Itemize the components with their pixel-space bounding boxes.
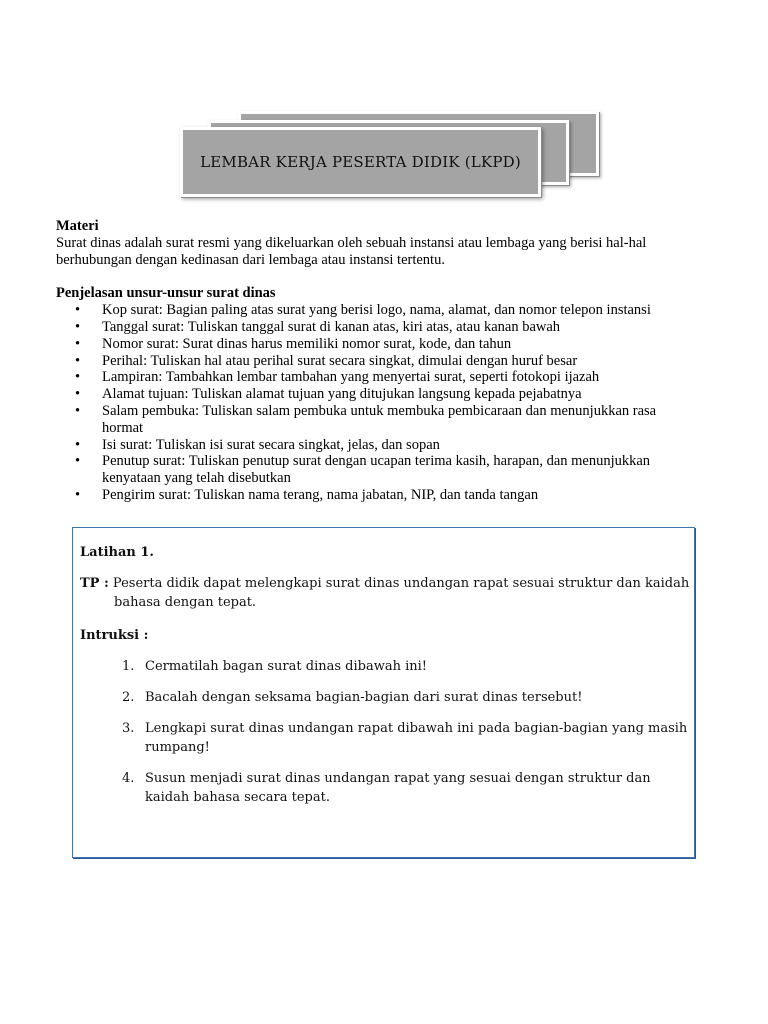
unsur-heading: Penjelasan unsur-unsur surat dinas: [56, 285, 276, 302]
unsur-item-perihal: • Perihal: Tuliskan hal atau perihal surat secara singkat, dimulai dengan huruf besar: [56, 353, 706, 370]
unsur-item-penutup-surat: • Penutup surat: Tuliskan penutup surat dengan ucapan terima kasih, harapan, dan menunjukkan kenyataan yang telah disebutkan: [56, 453, 706, 487]
tp-label: TP :: [80, 576, 109, 591]
instruction-step: 2. Bacalah dengan seksama bagian-bagian dari surat dinas tersebut!: [122, 690, 583, 705]
unsur-item-isi-surat: • Isi surat: Tuliskan isi surat secara singkat, jelas, dan sopan: [56, 437, 706, 454]
latihan-title: Latihan 1.: [80, 545, 154, 560]
tp-text-line-1: Peserta didik dapat melengkapi surat dinas undangan rapat sesuai struktur dan kaidah: [108, 576, 690, 591]
latihan-box: [72, 527, 695, 858]
unsur-item-tanggal-surat: • Tanggal surat: Tuliskan tanggal surat di kanan atas, kiri atas, atau kanan bawah: [56, 319, 706, 336]
instruction-step: 4. Susun menjadi surat dinas undangan rapat yang sesuai dengan struktur dan kaidah bahasa secara tepat.: [122, 771, 651, 805]
unsur-item-kop-surat: • Kop surat: Bagian paling atas surat yang berisi logo, nama, alamat, dan nomor telepon instansi: [56, 302, 706, 319]
section-spacer: [56, 268, 706, 285]
document-body: [56, 218, 706, 504]
instruction-label: Intruksi :: [80, 628, 149, 643]
unsur-list: [56, 302, 706, 504]
tp-text-line-2: bahasa dengan tepat.: [114, 595, 257, 610]
materi-text: [56, 235, 706, 269]
materi-text-line-1: Surat dinas adalah surat resmi yang dikeluarkan oleh sebuah instansi atau lembaga yang berisi hal-hal: [56, 234, 647, 251]
instruction-list: [115, 657, 690, 819]
unsur-item-pengirim-surat: • Pengirim surat: Tuliskan nama terang, nama jabatan, NIP, dan tanda tangan: [56, 487, 706, 504]
materi-text-line-2: berhubungan dengan kedinasan dari lembaga atau instansi tertentu.: [56, 251, 445, 268]
instruction-step: 1. Cermatilah bagan surat dinas dibawah ini!: [122, 659, 427, 674]
unsur-item-nomor-surat: • Nomor surat: Surat dinas harus memiliki nomor surat, kode, dan tahun: [56, 336, 706, 353]
tujuan-pembelajaran: [80, 574, 690, 612]
unsur-item-salam-pembuka: • Salam pembuka: Tuliskan salam pembuka untuk membuka pembicaraan dan menunjukkan rasa hormat: [56, 403, 706, 437]
page-title: LEMBAR KERJA PESERTA DIDIK (LKPD): [200, 153, 521, 171]
title-banner: [180, 127, 541, 197]
unsur-item-alamat-tujuan: • Alamat tujuan: Tuliskan alamat tujuan yang ditujukan langsung kepada pejabatnya: [56, 386, 706, 403]
instruction-step: 3. Lengkapi surat dinas undangan rapat dibawah ini pada bagian-bagian yang masih rumpang!: [122, 721, 688, 755]
unsur-item-lampiran: • Lampiran: Tambahkan lembar tambahan yang menyertai surat, seperti fotokopi ijazah: [56, 369, 706, 386]
materi-heading: Materi: [56, 218, 99, 234]
